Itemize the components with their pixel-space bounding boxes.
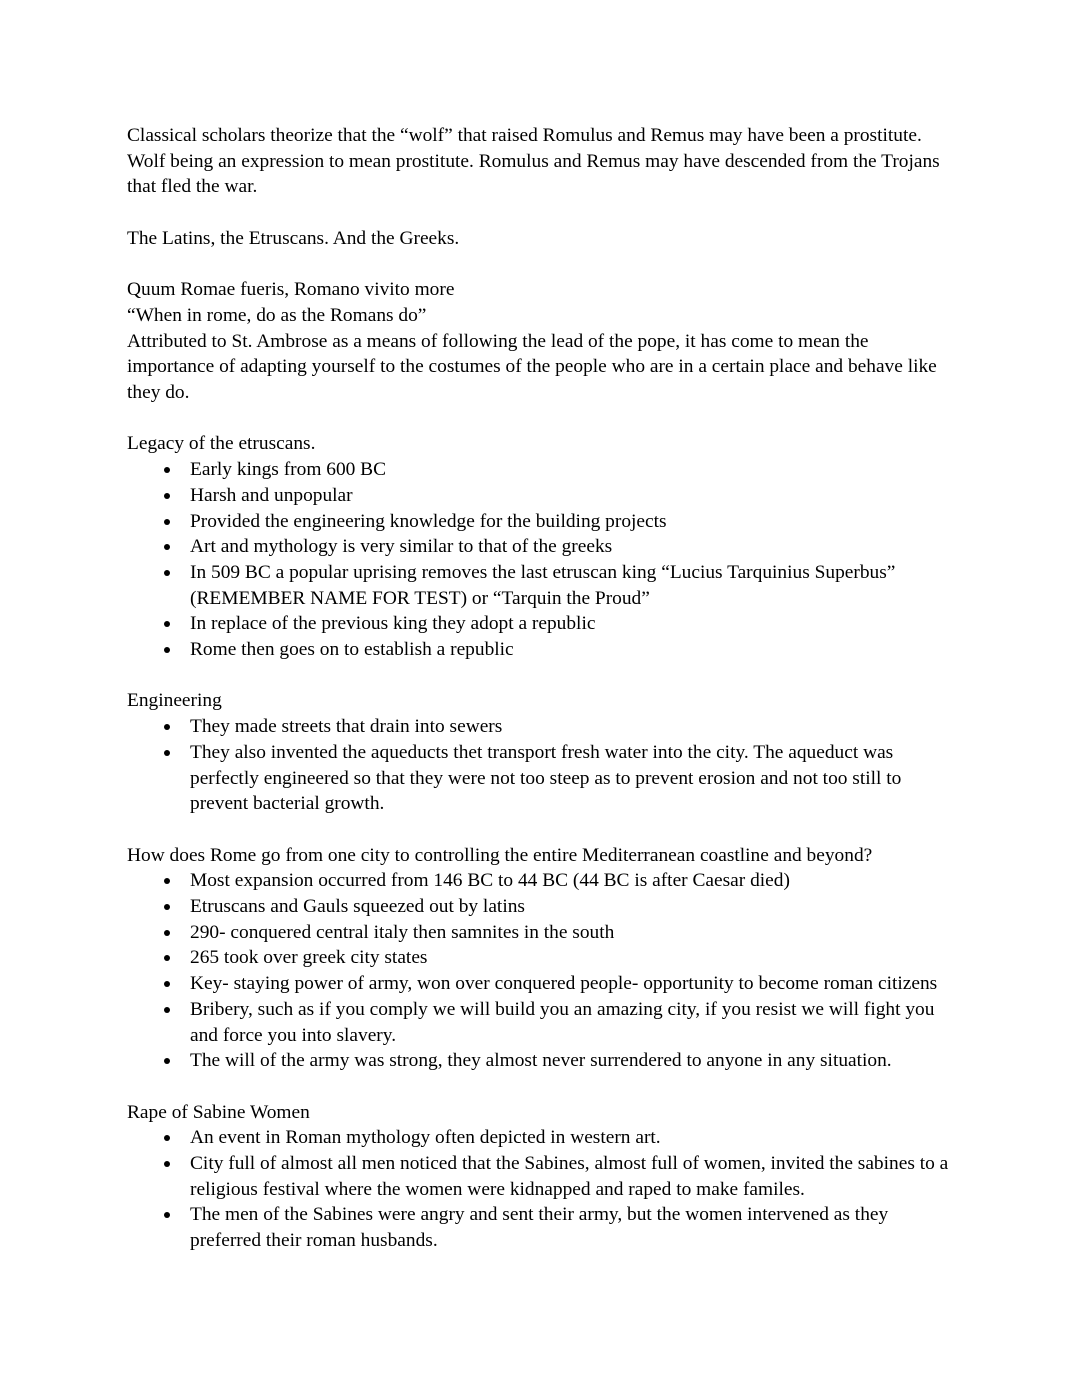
paragraph-block (127, 277, 953, 406)
bullet-item: 265 took over greek city states (127, 945, 953, 971)
bulleted-section (127, 843, 953, 1074)
bullet-item: In 509 BC a popular uprising removes the last etruscan king “Lucius Tarquinius Superbus” (REMEMBER NAME FOR TEST) or “Tarquin the Proud” (127, 560, 953, 611)
bullet-item: An event in Roman mythology often depicted in western art. (127, 1125, 953, 1151)
bulleted-section (127, 431, 953, 662)
bulleted-section (127, 1100, 953, 1254)
bullet-item: Provided the engineering knowledge for the building projects (127, 509, 953, 535)
paragraph-block (127, 226, 953, 252)
bullet-item: Etruscans and Gauls squeezed out by latins (127, 894, 953, 920)
bullet-item: Rome then goes on to establish a republic (127, 637, 953, 663)
paragraph-block (127, 123, 953, 200)
paragraph-line: Attributed to St. Ambrose as a means of following the lead of the pope, it has come to mean the importance of adapting yourself to the costumes of the people who are in a certain place and behave like they do. (127, 330, 937, 403)
bullet-item: Early kings from 600 BC (127, 457, 953, 483)
bullet-item: In replace of the previous king they adopt a republic (127, 611, 953, 637)
paragraph-line: The Latins, the Etruscans. And the Greeks. (127, 227, 460, 249)
bullet-item: Most expansion occurred from 146 BC to 44 BC (44 BC is after Caesar died) (127, 868, 953, 894)
bullet-item: Bribery, such as if you comply we will build you an amazing city, if you resist we will fight you and force you into slavery. (127, 997, 953, 1048)
bullet-item: They also invented the aqueducts thet transport fresh water into the city. The aqueduct was perfectly engineered so that they were not too steep as to prevent erosion and not too still to prevent bacterial growth. (127, 740, 953, 817)
bullet-item: Key- staying power of army, won over conquered people- opportunity to become roman citizens (127, 971, 953, 997)
bullet-list (127, 714, 953, 817)
bullet-list (127, 1125, 953, 1254)
bullet-item: City full of almost all men noticed that the Sabines, almost full of women, invited the sabines to a religious festival where the women were kidnapped and raped to make familes. (127, 1151, 953, 1202)
bullet-item: The will of the army was strong, they almost never surrendered to anyone in any situation. (127, 1048, 953, 1074)
section-heading: Legacy of the etruscans. (127, 433, 316, 455)
bullet-item: The men of the Sabines were angry and sent their army, but the women intervened as they preferred their roman husbands. (127, 1202, 953, 1253)
bulleted-section (127, 688, 953, 817)
bullet-item: They made streets that drain into sewers (127, 714, 953, 740)
bullet-list (127, 868, 953, 1074)
bullet-item: Harsh and unpopular (127, 483, 953, 509)
bullet-item: 290- conquered central italy then samnites in the south (127, 920, 953, 946)
bullet-list (127, 457, 953, 663)
section-heading: Engineering (127, 690, 222, 712)
paragraph-line: Quum Romae fueris, Romano vivito more (127, 279, 455, 301)
paragraph-line: Classical scholars theorize that the “wolf” that raised Romulus and Remus may have been a prostitute. Wolf being an expression to mean prostitute. Romulus and Remus may have descended from the Trojans that fled the war. (127, 125, 940, 198)
bullet-item: Art and mythology is very similar to that of the greeks (127, 534, 953, 560)
paragraph-line: “When in rome, do as the Romans do” (127, 304, 427, 326)
section-heading: Rape of Sabine Women (127, 1101, 310, 1123)
section-heading: How does Rome go from one city to controlling the entire Mediterranean coastline and beyond? (127, 844, 873, 866)
document-content (127, 123, 953, 1254)
